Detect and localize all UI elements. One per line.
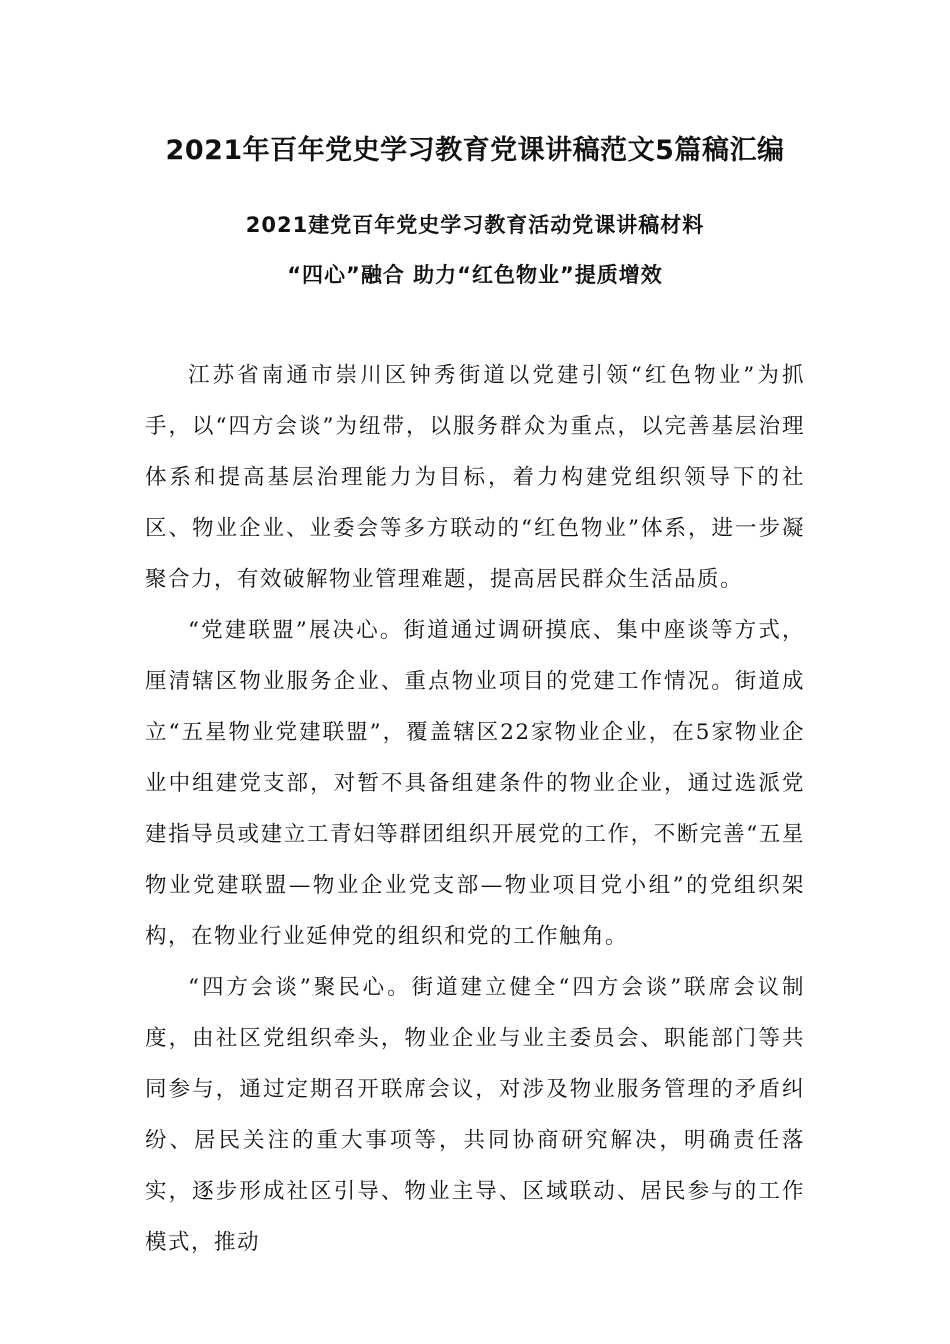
body-paragraph: “党建联盟”展决心。街道通过调研摸底、集中座谈等方式，厘清辖区物业服务企业、重点物业项目的党建工作情况。街道成立“五星物业党建联盟”，覆盖辖区22家物业企业，在5家物业企业中组建党支部，对暂不具备组建条件的物业企业，通过选派党建指导员或建立工青妇等群团组织开展党的工作，不断完善“五星物业党建联盟—物业企业党支部—物业项目党小组”的党组织架构，在物业行业延伸党的组织和党的工作触角。 bbox=[145, 618, 805, 949]
document-body bbox=[145, 350, 805, 1268]
document-subtitle: 2021建党百年党史学习教育活动党课讲稿材料 bbox=[245, 213, 705, 237]
document-heading: “四心”融合 助力“红色物业”提质增效 bbox=[287, 263, 663, 287]
body-paragraph: 江苏省南通市崇川区钟秀街道以党建引领“红色物业”为抓手，以“四方会谈”为纽带，以服务群众为重点，以完善基层治理体系和提高基层治理能力为目标，着力构建党组织领导下的社区、物业企业、业委会等多方联动的“红色物业”体系，进一步凝聚合力，有效破解物业管理难题，提高居民群众生活品质。 bbox=[145, 363, 805, 592]
document-title: 2021年百年党史学习教育党课讲稿范文5篇稿汇编 bbox=[165, 135, 785, 166]
body-paragraph: “四方会谈”聚民心。街道建立健全“四方会谈”联席会议制度，由社区党组织牵头，物业企业与业主委员会、职能部门等共同参与，通过定期召开联席会议，对涉及物业服务管理的矛盾纠纷、居民关注的重大事项等，共同协商研究解决，明确责任落实，逐步形成社区引导、物业主导、区域联动、居民参与的工作模式，推动 bbox=[145, 975, 805, 1255]
